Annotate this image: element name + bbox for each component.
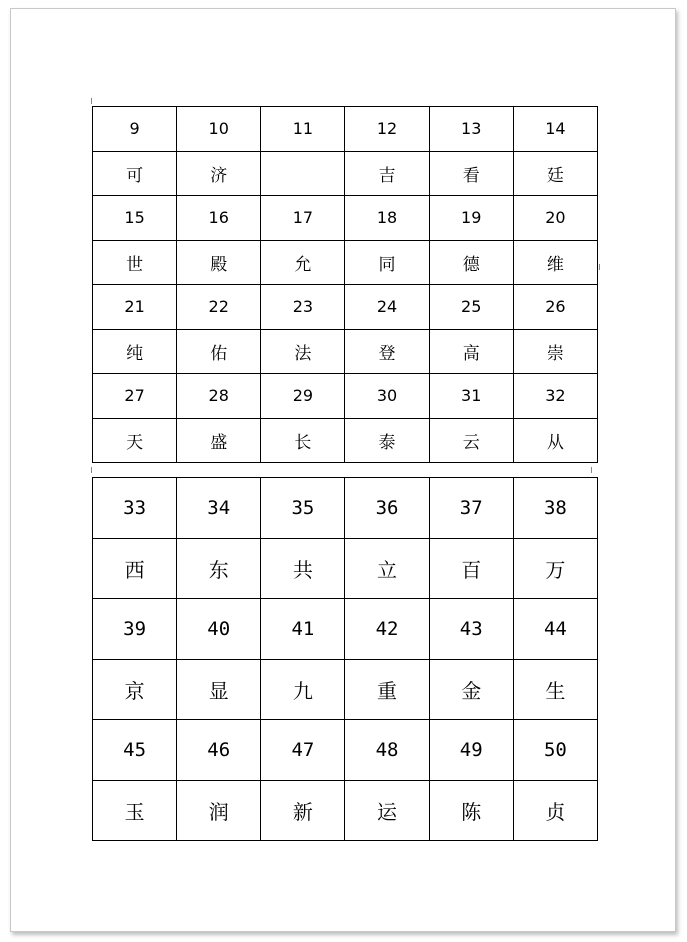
table-cell: 44 xyxy=(513,599,597,660)
table-cell: 47 xyxy=(261,720,345,781)
table-row xyxy=(93,720,598,781)
table-cell: 45 xyxy=(93,720,177,781)
table-cell: 29 xyxy=(261,374,345,419)
table-cell: 允 xyxy=(261,240,345,285)
table-cell: 立 xyxy=(345,538,429,599)
table-cell: 38 xyxy=(513,478,597,539)
table-cell: 贞 xyxy=(513,780,597,841)
table-cell: 50 xyxy=(513,720,597,781)
table-row xyxy=(93,107,598,152)
table-cell: 30 xyxy=(345,374,429,419)
table-cell: 46 xyxy=(177,720,261,781)
table-cell: 31 xyxy=(429,374,513,419)
table-cell: 16 xyxy=(177,196,261,241)
table-row xyxy=(93,478,598,539)
table-cell: 35 xyxy=(261,478,345,539)
table-row xyxy=(93,196,598,241)
table-cell: 18 xyxy=(345,196,429,241)
table-cell: 37 xyxy=(429,478,513,539)
margin-mark xyxy=(599,264,600,270)
table-row xyxy=(93,418,598,463)
table-cell: 盛 xyxy=(177,418,261,463)
table-cell: 27 xyxy=(93,374,177,419)
table-cell: 登 xyxy=(345,329,429,374)
table-cell: 万 xyxy=(513,538,597,599)
table-cell: 9 xyxy=(93,107,177,152)
table-cell: 显 xyxy=(177,659,261,720)
table-cell: 24 xyxy=(345,285,429,330)
table-cell: 可 xyxy=(93,151,177,196)
table-cell: 20 xyxy=(513,196,597,241)
margin-mark xyxy=(591,467,592,473)
table-cell: 德 xyxy=(429,240,513,285)
table-cell: 金 xyxy=(429,659,513,720)
table-cell: 长 xyxy=(261,418,345,463)
table-cell: 生 xyxy=(513,659,597,720)
table-cell: 32 xyxy=(513,374,597,419)
table-cell: 天 xyxy=(93,418,177,463)
table-cell: 法 xyxy=(261,329,345,374)
table-cell: 15 xyxy=(93,196,177,241)
table-cell: 28 xyxy=(177,374,261,419)
table-cell: 高 xyxy=(429,329,513,374)
table-cell: 34 xyxy=(177,478,261,539)
table-cell: 49 xyxy=(429,720,513,781)
table-cell: 润 xyxy=(177,780,261,841)
table-cell: 48 xyxy=(345,720,429,781)
table-cell: 运 xyxy=(345,780,429,841)
table-row xyxy=(93,151,598,196)
margin-mark xyxy=(91,98,92,104)
table-cell: 看 xyxy=(429,151,513,196)
table-cell: 廷 xyxy=(513,151,597,196)
table-cell: 39 xyxy=(93,599,177,660)
table-cell: 崇 xyxy=(513,329,597,374)
table-cell: 23 xyxy=(261,285,345,330)
table-cell: 云 xyxy=(429,418,513,463)
table-cell: 11 xyxy=(261,107,345,152)
table-row xyxy=(93,240,598,285)
table-cell: 41 xyxy=(261,599,345,660)
table-cell: 九 xyxy=(261,659,345,720)
table-cell: 佑 xyxy=(177,329,261,374)
table-row xyxy=(93,659,598,720)
table-cell: 吉 xyxy=(345,151,429,196)
table-cell: 12 xyxy=(345,107,429,152)
table-cell: 26 xyxy=(513,285,597,330)
table-cell: 19 xyxy=(429,196,513,241)
table-cell: 京 xyxy=(93,659,177,720)
table-cell: 世 xyxy=(93,240,177,285)
number-character-table-2 xyxy=(92,477,598,841)
table-row xyxy=(93,780,598,841)
table-cell: 13 xyxy=(429,107,513,152)
table-row xyxy=(93,599,598,660)
table-cell: 陈 xyxy=(429,780,513,841)
table-cell: 济 xyxy=(177,151,261,196)
table-cell: 42 xyxy=(345,599,429,660)
margin-mark xyxy=(91,467,92,473)
table-cell: 43 xyxy=(429,599,513,660)
table-cell: 殿 xyxy=(177,240,261,285)
table-cell: 25 xyxy=(429,285,513,330)
table-cell: 40 xyxy=(177,599,261,660)
table-cell: 重 xyxy=(345,659,429,720)
table-row xyxy=(93,374,598,419)
table-row xyxy=(93,285,598,330)
table-cell: 同 xyxy=(345,240,429,285)
table-cell: 21 xyxy=(93,285,177,330)
table-cell: 泰 xyxy=(345,418,429,463)
table-cell: 22 xyxy=(177,285,261,330)
table-row xyxy=(93,329,598,374)
table-cell: 共 xyxy=(261,538,345,599)
table-cell: 36 xyxy=(345,478,429,539)
table-cell: 西 xyxy=(93,538,177,599)
document-page xyxy=(10,8,676,932)
table-cell: 维 xyxy=(513,240,597,285)
table-cell: 17 xyxy=(261,196,345,241)
table-cell: 纯 xyxy=(93,329,177,374)
table-cell: 百 xyxy=(429,538,513,599)
table-row xyxy=(93,538,598,599)
table-cell: 10 xyxy=(177,107,261,152)
number-character-table-1 xyxy=(92,106,598,463)
table-cell: 33 xyxy=(93,478,177,539)
table-cell: 玉 xyxy=(93,780,177,841)
table-cell xyxy=(261,151,345,196)
table-cell: 从 xyxy=(513,418,597,463)
table-cell: 新 xyxy=(261,780,345,841)
table-cell: 东 xyxy=(177,538,261,599)
table-cell: 14 xyxy=(513,107,597,152)
